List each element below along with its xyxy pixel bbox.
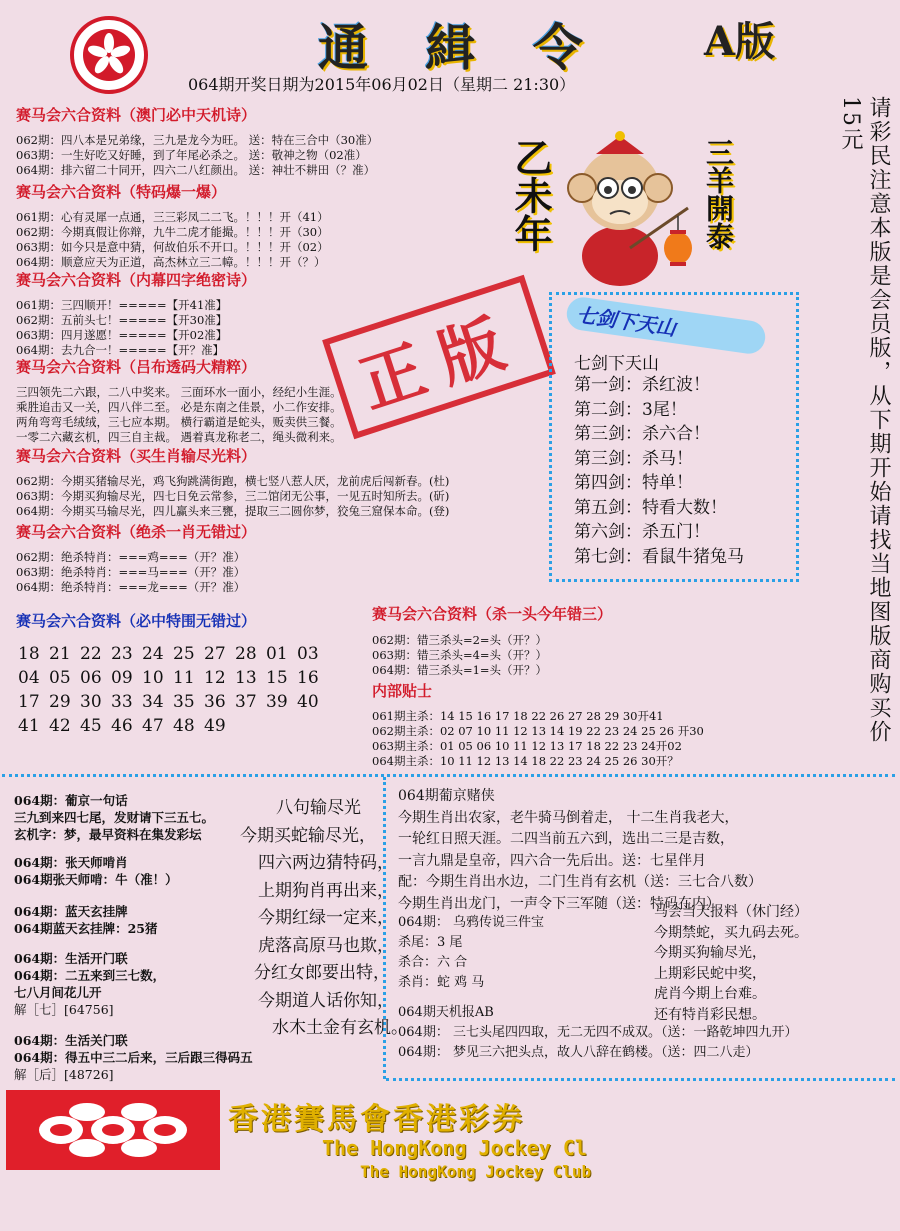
number-cell: 24	[142, 644, 164, 664]
special-range-numbers	[18, 642, 328, 738]
list-item: 064期主杀：10 11 12 13 14 18 22 23 24 25 26 30开？	[372, 754, 679, 768]
number-cell: 41	[18, 716, 40, 736]
list-item: 今期生肖出农家，老牛骑马倒着走， 十二生肖我老大，	[398, 809, 739, 826]
number-cell: 13	[235, 668, 257, 688]
bottom-left-block-4	[14, 950, 165, 1018]
number-cell: 36	[204, 692, 226, 712]
footer-english-name-1: The HongKong Jockey Cl	[322, 1136, 587, 1160]
number-row	[18, 642, 328, 666]
list-item: 064期：排六留二十同开，四六二八红颜出。 送：神壮不耕田（？准）	[16, 163, 376, 177]
number-cell: 10	[142, 668, 164, 688]
bauhinia-emblem-icon	[70, 16, 148, 94]
list-item: 062期：今期买猪输尽光，鸡飞狗跳满街跑，横七竖八惹人厌，龙前虎后闯新春。(杜)	[16, 474, 450, 488]
number-cell: 22	[80, 644, 102, 664]
section-title-special-code: 赛马会六合资料（特码爆一爆）	[16, 183, 227, 201]
list-item: 解［七］[64756]	[14, 1002, 114, 1017]
list-item: 064期： 乌鸦传说三件宝	[398, 915, 544, 930]
kill-one-lines	[16, 550, 245, 595]
number-cell: 11	[173, 668, 195, 688]
list-item: 杀合：六 合	[398, 955, 468, 970]
list-item: 第一剑：杀红波！	[574, 375, 710, 395]
list-item: 第五剑：特看大数！	[574, 497, 727, 518]
list-item: 063期：一生好吃又好睡，到了年尾必杀之。 送：敬神之物（02准）	[16, 148, 367, 162]
footer-chinese-name: 香港賽馬會香港彩券	[228, 1102, 525, 1137]
number-cell: 09	[111, 668, 133, 688]
list-item: 063期：四月遂愿！=====【开02准】	[16, 328, 228, 342]
number-cell: 33	[111, 692, 133, 712]
list-item: 今期生肖出龙门，一声令下三军随（送：特码在内）	[398, 895, 720, 912]
list-item: 一轮红日照天涯。二四当前五六到，选出二三是吉数，	[398, 831, 734, 847]
list-item: 三九到来四七尾，发财请下三五七。	[14, 810, 215, 825]
seven-swords-heading: 七剑下天山	[574, 354, 659, 374]
bottom-left-block-3	[14, 903, 158, 937]
number-row	[18, 714, 328, 738]
list-item: 三四领先二六跟，二八中奖来。 三面环水一面小，经纪小生涯。	[16, 385, 342, 399]
list-item: 第二剑：3尾！	[574, 399, 687, 420]
list-item: 062期：绝杀特肖：===鸡===（开？准）	[16, 550, 246, 564]
list-item: 063期：绝杀特肖：===马===（开？准）	[16, 565, 246, 579]
hk-emblem	[70, 16, 148, 94]
list-item: 七八月间花儿开	[14, 985, 102, 1000]
number-cell: 01	[266, 644, 288, 664]
number-cell: 40	[297, 692, 319, 712]
number-cell: 25	[173, 644, 195, 664]
section-title-inside-four: 赛马会六合资料（内幕四字绝密诗）	[16, 271, 257, 289]
number-cell: 03	[297, 644, 319, 664]
list-item: 一言九鼎是皇帝，四六合一先后出。送：七星伴月	[398, 852, 706, 869]
list-item: 064期张天师啃：牛（准！）	[14, 872, 178, 887]
number-cell: 15	[266, 668, 288, 688]
number-row	[18, 666, 328, 690]
draw-date: 064期开奖日期为2015年06月02日（星期二 21:30）	[188, 75, 576, 94]
list-item: 四六两边猜特码，	[258, 853, 394, 873]
list-item: 乘胜追击又一关，四八伴二至。 必是东南之佳景，小二作安排。	[16, 400, 342, 414]
list-item: 上期彩民蛇中奖，	[654, 965, 766, 982]
list-item: 064期：绝杀特肖：===龙===（开？准）	[16, 580, 246, 594]
list-item: 还有特肖彩民想。	[654, 1006, 766, 1023]
genuine-stamp: 正版	[322, 275, 556, 439]
number-cell: 18	[18, 644, 40, 664]
bottom-left-block-1	[14, 792, 214, 843]
list-item: 064期：生活开门联	[14, 951, 128, 966]
list-item: 配：今期生肖出水边，二门生肖有玄机（送：三七合八数）	[398, 874, 762, 890]
number-cell: 37	[235, 692, 257, 712]
list-item: 061期主杀：14 15 16 17 18 22 26 27 28 29 30开41	[372, 709, 664, 723]
list-item: 第四剑：特单！	[574, 473, 693, 493]
list-item: 064期蓝天玄挂牌：25猪	[14, 921, 158, 936]
list-item: 062期主杀：02 07 10 11 12 13 14 19 22 23 24 25 26 开30	[372, 724, 704, 738]
list-item: 玄机字：梦，最早资料在集发彩坛	[14, 827, 202, 842]
jockey-club-logo-icon	[6, 1090, 220, 1170]
list-item: 062期：今期真假让你辩，九牛二虎才能撮。！！！开（30）	[16, 225, 329, 239]
jockey-club-logo	[6, 1090, 220, 1170]
list-item: 分红女郎要出特，	[254, 963, 390, 983]
list-item: 064期：二五来到三七数，	[14, 968, 166, 983]
gambler-block	[398, 786, 762, 915]
number-cell: 23	[111, 644, 133, 664]
list-item: 063期主杀：01 05 06 10 11 12 13 17 18 22 23 24开02	[372, 739, 682, 753]
list-item: 063期：如今只是意中猜，何故伯乐不开口。！！！开（02）	[16, 240, 329, 254]
list-item: 064期：去九合一！=====【开？准】	[16, 343, 225, 357]
list-item: 063期：错三杀头=4=头（开？）	[372, 648, 548, 662]
number-cell: 47	[142, 716, 164, 736]
list-item: 杀尾：3 尾	[398, 935, 463, 950]
eight-line-poem	[240, 795, 408, 1043]
list-item: 064期： 三七头尾四四取，无二无四不成双。（送：一路乾坤四九开）	[398, 1025, 798, 1040]
footer-english-name-2: The HongKong Jockey Club	[360, 1162, 592, 1181]
list-item: 062期：错三杀头=2=头（开？）	[372, 633, 548, 647]
list-item: 虎落高原马也欺，	[258, 935, 394, 956]
number-cell: 34	[142, 692, 164, 712]
number-cell: 28	[235, 644, 257, 664]
list-item: 063期：今期买狗输尽光，四七日免云常参，三二馆闭无公事，一见五时知所去。(斫)	[16, 489, 450, 503]
number-cell: 30	[80, 692, 102, 712]
number-cell: 39	[266, 692, 288, 712]
list-item: 今期红绿一定来，	[258, 908, 394, 928]
list-item: 第六剑：杀五门！	[574, 522, 710, 542]
section-title-buy-zodiac: 赛马会六合资料（买生肖输尽光料）	[16, 447, 257, 465]
number-cell: 35	[173, 692, 195, 712]
list-item: 第七剑：看鼠牛猪兔马	[574, 546, 744, 567]
section-title-kill-head: 赛马会六合资料（杀一头今年错三）	[372, 605, 613, 623]
tianji-block	[398, 1003, 797, 1063]
list-item: 第三剑：杀六合！	[574, 424, 710, 444]
inside-four-lines	[16, 298, 227, 358]
special-code-lines	[16, 210, 329, 270]
number-cell: 16	[297, 668, 319, 688]
list-item: 一零二六藏玄机，四三自主裁。 遇着真龙称老二，绳头微利来。	[16, 430, 342, 444]
crow-block	[398, 913, 544, 993]
list-item: 马会当天报料（休门经）	[654, 904, 808, 920]
version-label: A版	[704, 18, 776, 65]
list-item: 今期禁蛇，买九码去死。	[654, 924, 808, 941]
number-cell: 48	[173, 716, 195, 736]
inside-tip-lines	[372, 709, 704, 769]
slogan: 三羊開泰	[702, 138, 735, 250]
list-item: 两角弯弯毛绒绒，三七应本期。 横行霸道是蛇头，贩卖供三餐。	[16, 415, 342, 429]
sword-list	[574, 373, 744, 569]
list-item: 064期：生活关门联	[14, 1033, 128, 1048]
number-cell: 06	[80, 668, 102, 688]
kill-head-lines	[372, 633, 547, 678]
bottom-divider-bottom	[386, 1078, 895, 1081]
number-cell: 46	[111, 716, 133, 736]
list-item: 061期：三四顺开！=====【开41准】	[16, 298, 228, 312]
list-item: 064期： 梦见三六把头点，故人八辞在鹤楼。（送：四二八走）	[398, 1045, 759, 1060]
number-cell: 05	[49, 668, 71, 688]
list-item: 062期：四八本是兄弟缘，三九是龙今为旺。 送：特在三合中（30准）	[16, 133, 379, 147]
list-item: 061期：心有灵犀一点通，三三彩凤二二飞。！！！开（41）	[16, 210, 329, 224]
side-notice: 请彩民注意本版是会员版，从下期开始请找当地图版商购买价15元	[838, 96, 891, 744]
year-label: 乙未年	[508, 138, 553, 252]
bottom-divider-top	[2, 774, 895, 777]
list-item: 064期：张天师啃肖	[14, 855, 128, 870]
list-item: 064期：顺意应天为正道，高杰林立三二幛。！！！开（？）	[16, 255, 326, 269]
list-item: 064期天机报AB	[398, 1005, 494, 1020]
list-item: 解［后］[48726]	[14, 1067, 114, 1082]
page-title: 通 緝 令	[318, 18, 603, 77]
list-item: 064期：蓝天玄挂牌	[14, 904, 128, 919]
list-item: 今期买蛇输尽光，	[240, 825, 376, 846]
poem-title: 八句输尽光	[276, 798, 361, 818]
list-item: 今期买狗输尽光，	[654, 945, 766, 961]
list-item: 064期：错三杀头=1=头（开？）	[372, 663, 548, 677]
list-item: 第三剑：杀马！	[574, 448, 693, 469]
bottom-left-block-2	[14, 854, 178, 888]
list-item: 062期：五前头七！=====【开30准】	[16, 313, 228, 327]
list-item: 064期：今期买马输尽光，四儿赢头来三甕，提取三二圆你梦，狡兔三窟保本命。(登)	[16, 504, 450, 518]
section-title-macau-poem: 赛马会六合资料（澳门必中天机诗）	[16, 106, 257, 124]
section-title-lubu: 赛马会六合资料（吕布透码大精粹）	[16, 358, 257, 376]
list-item: 水木土金有玄机。	[272, 1018, 408, 1038]
list-item: 064期：得五中三二后来，三后跟三得码五	[14, 1050, 253, 1065]
number-row	[18, 690, 328, 714]
list-item: 虎肖今期上台难。	[654, 986, 766, 1002]
list-item: 064期葡京赌侠	[398, 788, 495, 804]
number-cell: 45	[80, 716, 102, 736]
buy-zodiac-lines	[16, 474, 449, 519]
number-cell: 27	[204, 644, 226, 664]
list-item: 064期：葡京一句话	[14, 793, 128, 808]
lubu-lines	[16, 385, 342, 445]
section-title-inside-tip: 内部贴士	[372, 682, 433, 700]
seven-swords-box	[549, 292, 799, 582]
number-cell: 17	[18, 692, 40, 712]
seven-swords-logo: 七剑下天山	[565, 295, 768, 356]
monkey-mascot	[560, 128, 700, 288]
number-cell: 12	[204, 668, 226, 688]
number-cell: 21	[49, 644, 71, 664]
macau-poem-lines	[16, 133, 378, 178]
monkey-lantern-icon	[560, 128, 700, 288]
bottom-left-block-5	[14, 1032, 253, 1083]
number-cell: 04	[18, 668, 40, 688]
list-item: 今期道人话你知，	[258, 990, 394, 1011]
list-item: 上期狗肖再出来，	[258, 880, 394, 901]
list-item: 杀肖：蛇 鸡 马	[398, 975, 485, 990]
number-cell: 29	[49, 692, 71, 712]
number-cell: 42	[49, 716, 71, 736]
section-title-kill-one: 赛马会六合资料（绝杀一肖无错过）	[16, 523, 257, 541]
section-title-special-range: 赛马会六合资料（必中特围无错过）	[16, 612, 257, 630]
number-cell: 49	[204, 716, 226, 736]
